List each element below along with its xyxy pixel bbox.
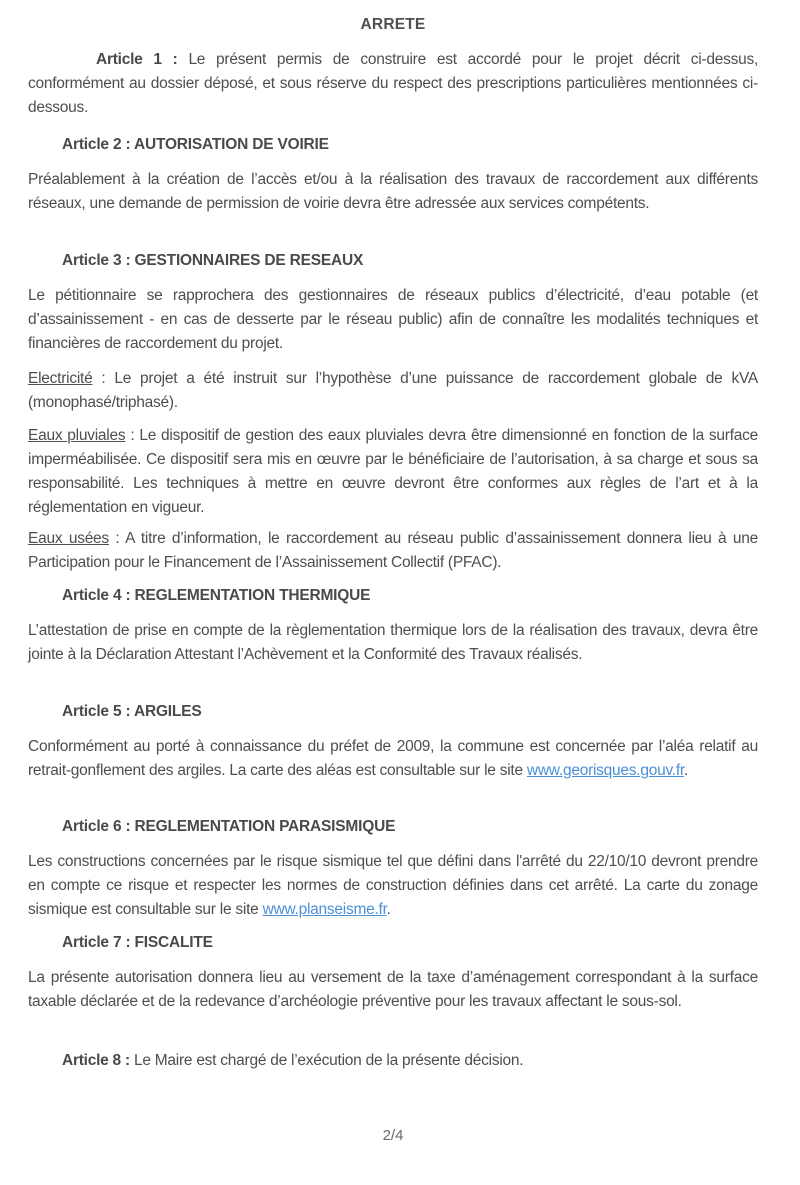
article-8 [28,1049,758,1073]
article-3-eaux-usees [28,527,758,575]
georisques-link[interactable]: www.georisques.gouv.fr [526,762,684,779]
article-5-period: . [683,762,689,779]
article-2-heading: Article 2 : AUTORISATION DE VOIRIE [62,136,329,153]
article-7-heading: Article 7 : FISCALITE [62,934,213,951]
article-1 [28,48,758,120]
document-title: ARRETE [360,16,426,33]
eaux-pluviales-text: Le dispositif de gestion des eaux pluviales devra être dimensionné en fonction de la surface imperméabilisée. Ce dispositif sera mis en œuvre par le bénéficiaire de l’autorisation, à sa charge et sous sa responsabilité. Les techniques à mettre en œuvre devront être conformes aux règles de l’art et à la réglementation en vigueur. [28,427,758,516]
article-8-text: Le Maire est chargé de l’exécution de la présente décision. [133,1052,524,1069]
article-2-text: Préalablement à la création de l’accès et/ou à la réalisation des travaux de raccordement aux différents réseaux, une demande de permission de voirie devra être adressée aux services compétents. [28,171,758,212]
article-5-paragraph [28,735,758,783]
page-number: 2/4 [382,1127,404,1144]
article-3-eaux-pluviales [28,424,758,520]
planseisme-link[interactable]: www.planseisme.fr [262,901,387,918]
article-1-label: Article 1 : [96,51,178,68]
article-6-period: . [386,901,391,918]
eaux-usees-text: A titre d’information, le raccordement au réseau public d’assainissement donnera lieu à une Participation pour le Financement de l’Assainissement Collectif (PFAC). [28,530,758,571]
eaux-usees-sep: : [108,530,126,547]
article-3-electricite [28,367,758,415]
electricite-sep: : [92,370,115,387]
eaux-pluviales-sep: : [125,427,140,444]
article-5-text: Conformément au porté à connaissance du préfet de 2009, la commune est concernée par l’aléa relatif au retrait-gonflement des argiles. La carte des aléas est consultable sur le site [28,738,758,779]
article-4-text: L’attestation de prise en compte de la règlementation thermique lors de la réalisation des travaux, devra être jointe à la Déclaration Attestant l’Achèvement et la Conformité des Travaux réalisés. [28,622,758,663]
article-4-heading: Article 4 : REGLEMENTATION THERMIQUE [62,587,371,604]
eaux-pluviales-label: Eaux pluviales [28,427,126,444]
article-8-label: Article 8 : [62,1052,130,1069]
electricite-text: Le projet a été instruit sur l’hypothèse d’une puissance de raccordement globale de kVA (monophasé/triphasé). [28,370,758,411]
article-1-text: Le présent permis de construire est accordé pour le projet décrit ci-dessus, conformément au dossier déposé, et sous réserve du respect des prescriptions particulières mentionnées ci-dessous. [28,51,759,116]
article-7-text: La présente autorisation donnera lieu au versement de la taxe d’aménagement correspondant à la surface taxable déclarée et de la redevance d’archéologie préventive pour les travaux affectant le sous-sol. [28,969,758,1010]
eaux-usees-label: Eaux usées [28,530,109,547]
article-3-text: Le pétitionnaire se rapprochera des gestionnaires de réseaux publics d’électricité, d’eau potable (et d’assainissement - en cas de desserte par le réseau public) afin de connaître les modalités techniques et financières de raccordement du projet. [28,287,758,352]
article-6-heading: Article 6 : REGLEMENTATION PARASISMIQUE [62,818,396,835]
article-6-text: Les constructions concernées par le risque sismique tel que défini dans l'arrêté du 22/10/10 devront prendre en compte ce risque et respecter les normes de construction définies dans cet arrêté. La carte du zonage sismique est consultable sur le site [28,853,758,918]
electricite-label: Electricité [28,370,93,387]
article-3-heading: Article 3 : GESTIONNAIRES DE RESEAUX [62,252,364,269]
article-6-paragraph [28,850,758,922]
article-5-heading: Article 5 : ARGILES [62,703,202,720]
